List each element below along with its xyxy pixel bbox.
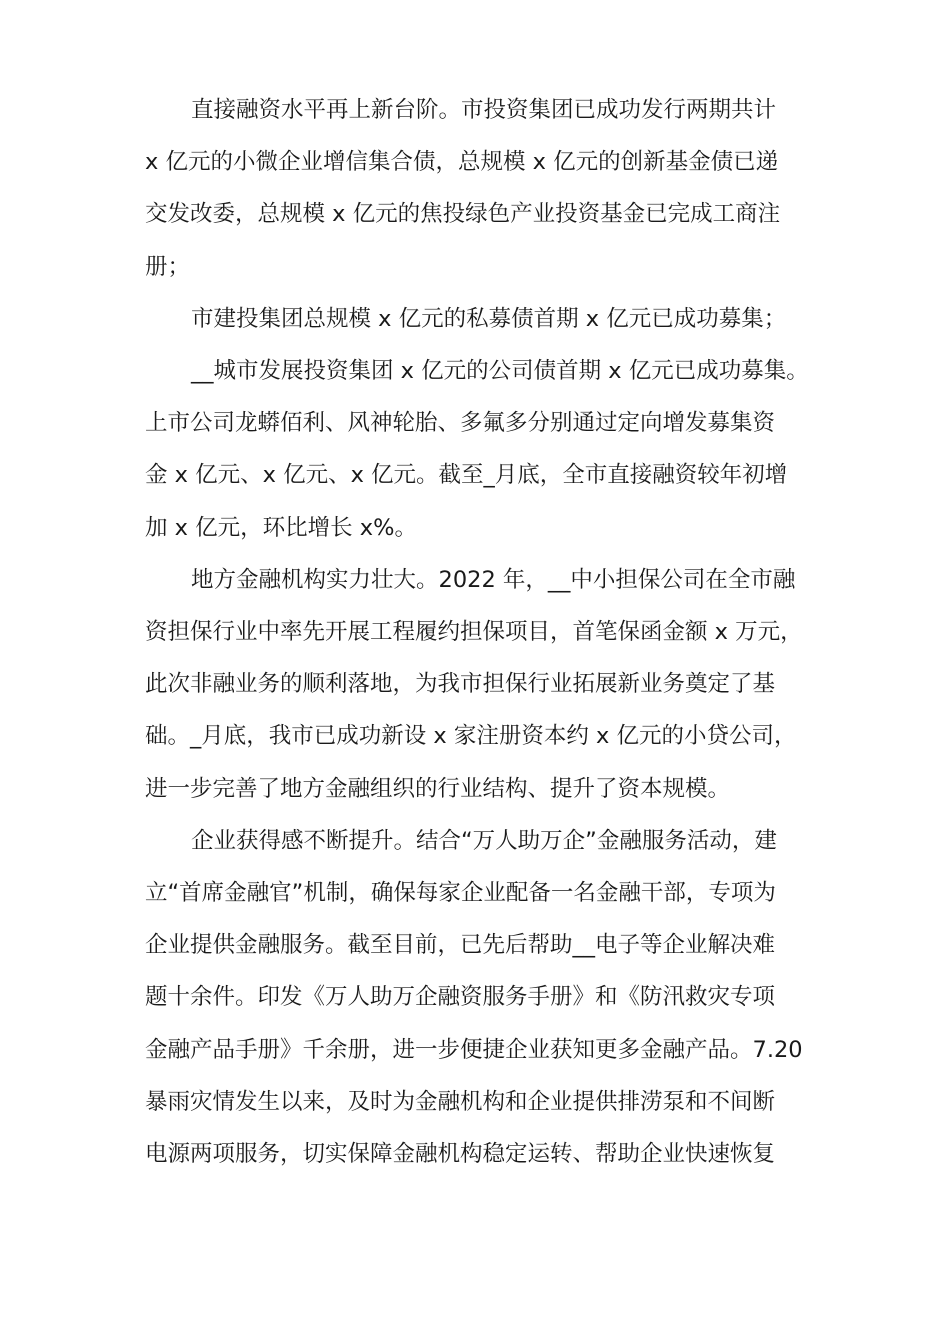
paragraph-direct-financing	[145, 84, 813, 293]
text-line: __城市发展投资集团 x 亿元的公司债首期 x 亿元已成功募集。	[191, 358, 809, 385]
text-line: 金融产品手册》千余册，进一步便捷企业获知更多金融产品。7.20	[145, 1036, 803, 1063]
text-line: 资担保行业中率先开展工程履约担保项目，首笔保函金额 x 万元，	[145, 619, 803, 646]
text-line: 直接融资水平再上新台阶。市投资集团已成功发行两期共计	[191, 97, 777, 123]
text-line: 加 x 亿元，环比增长 x%。	[145, 514, 417, 541]
paragraph-local-financial-institutions	[145, 554, 813, 815]
text-line: 上市公司龙蟒佰利、风神轮胎、多氟多分别通过定向增发募集资	[145, 410, 776, 437]
text-line: 企业提供金融服务。截至目前，已先后帮助__电子等企业解决难	[145, 932, 776, 959]
text-line: 金 x 亿元、x 亿元、x 亿元。截至_月底，全市直接融资较年初增	[145, 462, 788, 489]
text-line: 市建投集团总规模 x 亿元的私募债首期 x 亿元已成功募集；	[191, 305, 787, 332]
text-line: 此次非融业务的顺利落地，为我市担保行业拓展新业务奠定了基	[145, 671, 776, 698]
document-body	[145, 84, 813, 1180]
text-line: 立“首席金融官”机制，确保每家企业配备一名金融干部，专项为	[145, 880, 776, 907]
text-line: x 亿元的小微企业增信集合债，总规模 x 亿元的创新基金债已递	[145, 149, 779, 176]
text-line: 暴雨灾情发生以来，及时为金融机构和企业提供排涝泵和不间断	[145, 1088, 776, 1115]
text-line: 题十余件。印发《万人助万企融资服务手册》和《防汛救灾专项	[145, 984, 776, 1011]
paragraph-construction-investment	[145, 293, 813, 345]
paragraph-urban-development	[145, 345, 813, 554]
text-line: 进一步完善了地方金融组织的行业结构、提升了资本规模。	[145, 775, 731, 802]
text-line: 地方金融机构实力壮大。2022 年，__中小担保公司在全市融	[191, 566, 796, 593]
paragraph-enterprise-service	[145, 815, 813, 1180]
text-line: 础。_月底，我市已成功新设 x 家注册资本约 x 亿元的小贷公司，	[145, 723, 797, 750]
text-line: 电源两项服务，切实保障金融机构稳定运转、帮助企业快速恢复	[145, 1141, 776, 1168]
text-line: 交发改委，总规模 x 亿元的焦投绿色产业投资基金已完成工商注	[145, 201, 781, 228]
text-line: 册；	[145, 253, 191, 280]
text-line: 企业获得感不断提升。结合“万人助万企”金融服务活动，建	[191, 827, 777, 854]
